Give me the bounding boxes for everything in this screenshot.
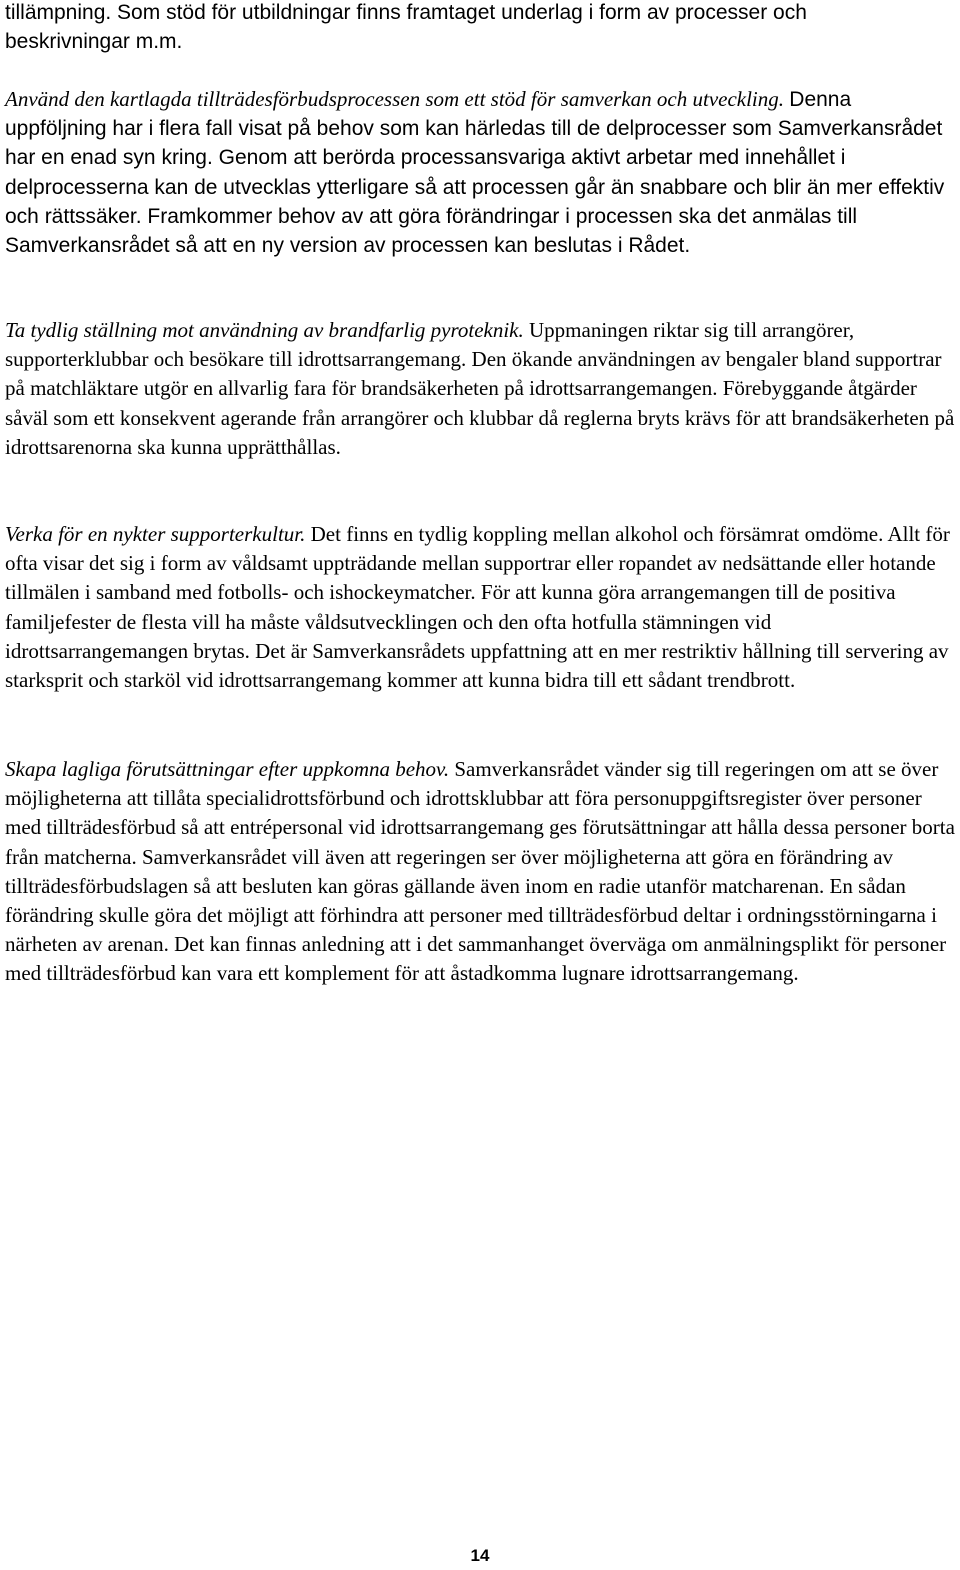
paragraph-lead: Skapa lagliga förutsättningar efter uppkomna behov. bbox=[5, 757, 455, 781]
paragraph-pyrotechnics bbox=[5, 316, 957, 462]
paragraph-text: Samverkansrådet vänder sig till regeringen om att se över möjligheterna att tillåta specialidrottsförbund och idrottsklubbar att föra personuppgiftsregister över personer med tillträdesförbud så att entrépersonal vid idrottsarrangemang ges förutsättningar att hålla dessa personer borta från matcherna. Samverkansrådet vill även att regeringen ser över möjligheterna att göra en förändring av tillträdesförbudslagen så att besluten kan göras gällande även inom en radie utanför matcharenan. En sådan förändring skulle göra det möjligt att förhindra att personer med tillträdesförbud deltar i ordningsstörningarna i närheten av arenan. Det kan finnas anledning att i det sammanhanget överväga om anmälningsplikt för personer med tillträdesförbud kan vara ett komplement för att åstadkomma lugnare idrottsarrangemang. bbox=[5, 757, 955, 986]
page-number: 14 bbox=[470, 1546, 490, 1565]
paragraph-lead: Ta tydlig ställning mot användning av brandfarlig pyroteknik. bbox=[5, 318, 530, 342]
paragraph-text: Denna uppföljning har i flera fall visat på behov som kan härledas till de delprocesser som Samverkansrådet har en enad syn kring. Genom att berörda processansvariga aktivt arbetar med innehållet i delprocesserna kan de utvecklas ytterligare så att processen går än snabbare och blir än mer effektiv och rättssäker. Framkommer behov av att göra förändringar i processen ska det anmälas till Samverkansrådet så att en ny version av processen kan beslutas i Rådet. bbox=[5, 88, 945, 258]
paragraph-intro bbox=[5, 0, 935, 56]
paragraph-text: Det finns en tydlig koppling mellan alkohol och försämrat omdöme. Allt för ofta visar det sig i form av våldsamt uppträdande mellan supportrar eller ropandet av nedsättande eller hotande tillmälen i samband med fotbolls- och ishockeymatcher. För att kunna göra arrangemangen till de positiva familjefester de flesta vill ha måste våldsutvecklingen och den ofta hotfulla stämningen vid idrottsarrangemangen brytas. Det är Samverkansrådets uppfattning att en mer restriktiv hållning till servering av starksprit och starköl vid idrottsarrangemang kommer att kunna bidra till ett sådant trendbrott. bbox=[5, 522, 950, 693]
paragraph-lead: Verka för en nykter supporterkultur. bbox=[5, 522, 311, 546]
paragraph-lead: Använd den kartlagda tillträdesförbudsprocessen som ett stöd för samverkan och utveckling. bbox=[5, 87, 790, 111]
paragraph-legal-conditions bbox=[5, 755, 957, 989]
paragraph-text: tillämpning. Som stöd för utbildningar finns framtaget underlag i form av processer och beskrivningar m.m. bbox=[5, 1, 807, 54]
paragraph-text: Uppmaningen riktar sig till arrangörer, supporterklubbar och besökare till idrottsarrangemang. Den ökande användningen av bengaler bland supportrar på matchläktare utgör en allvarlig fara för brandsäkerheten på idrottsarrangemangen. Förebyggande åtgärder såväl som ett konsekvent agerande från arrangörer och klubbar då reglerna bryts krävs för att brandsäkerheten på idrottsarenorna ska kunna upprätthållas. bbox=[5, 318, 955, 459]
paragraph-process bbox=[5, 85, 957, 260]
paragraph-sober-culture bbox=[5, 520, 957, 695]
